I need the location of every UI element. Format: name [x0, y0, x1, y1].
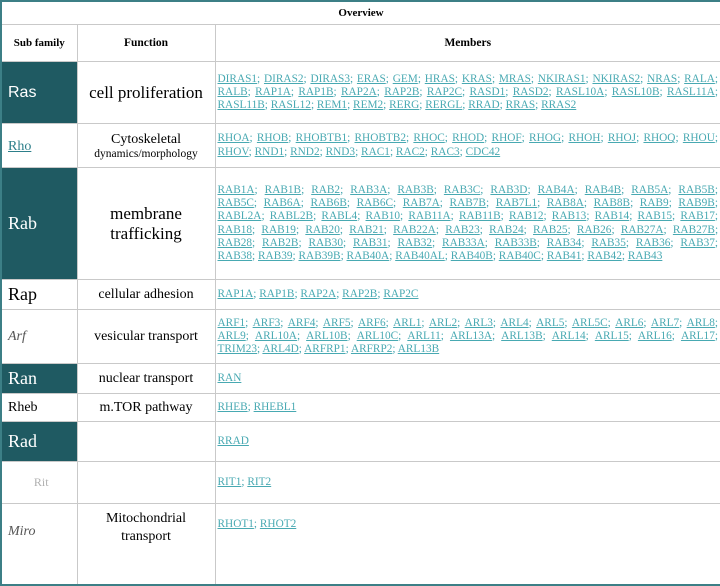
family-rap: Rap [1, 280, 77, 310]
gene-link[interactable]: ARL10C [356, 329, 399, 342]
family-ras: Ras [1, 62, 77, 124]
gene-link[interactable]: RAB33A [442, 236, 485, 249]
gene-link[interactable]: RHOU [682, 132, 715, 145]
gene-link[interactable]: RHOBTB2 [354, 132, 406, 145]
gene-link[interactable]: RASL10B [611, 85, 660, 98]
gene-link[interactable]: ARL4D [262, 343, 299, 356]
gene-link[interactable]: RHOH [568, 132, 601, 145]
gene-link[interactable]: ARL10A [254, 329, 297, 342]
gene-link[interactable]: RRAD [217, 434, 249, 447]
table-row [1, 364, 720, 394]
table-row [1, 310, 720, 364]
gene-link[interactable]: RAP1A [255, 85, 291, 98]
gene-link[interactable]: RAB1B [264, 183, 302, 196]
gene-link[interactable]: RAB30 [308, 236, 343, 249]
gene-link[interactable]: RAP2A [340, 85, 377, 98]
gene-link[interactable]: RHOT2 [259, 518, 297, 530]
gene-link[interactable]: RASL12 [270, 99, 311, 112]
gene-link[interactable]: MRAS [498, 72, 531, 85]
gene-link[interactable]: RAB11B [458, 210, 501, 223]
gene-link[interactable]: RAB12 [508, 210, 544, 223]
gene-link[interactable]: RASD1 [469, 85, 506, 98]
gene-link[interactable]: RAB22A [393, 223, 436, 236]
gene-link[interactable]: RRAS [505, 99, 536, 112]
gene-link[interactable]: RAN [217, 371, 242, 384]
gene-link[interactable]: CDC42 [465, 145, 501, 158]
table-row [1, 394, 720, 422]
subfamily-header: Sub family [1, 25, 77, 62]
gene-link[interactable]: ARL4 [500, 316, 529, 329]
family-arf: Arf [1, 310, 77, 364]
function-rap: cellular adhesion [77, 280, 215, 310]
gene-link[interactable]: RAB40B [450, 249, 493, 262]
gene-link[interactable]: RAB19 [261, 223, 296, 236]
gene-link[interactable]: RHOD [452, 132, 485, 145]
members-miro: RHOT1; RHOT2 [215, 504, 720, 586]
gene-link[interactable]: RHEBL1 [253, 400, 297, 413]
gene-link[interactable]: RERGL [425, 99, 463, 112]
gene-link[interactable]: RAB15 [637, 210, 673, 223]
gene-link[interactable]: RIT1 [217, 475, 242, 488]
gene-link[interactable]: RRAS2 [541, 99, 577, 112]
gene-link[interactable]: ARL14 [551, 329, 586, 342]
gene-link[interactable]: ARL17 [680, 329, 715, 342]
gene-link[interactable]: RAB13 [551, 210, 587, 223]
gene-link[interactable]: RAP1B [298, 85, 334, 98]
members-rap: RAP1A; RAP1B; RAP2A; RAP2B; RAP2C [215, 280, 720, 310]
function-miro: Mitochondrial transport [77, 504, 215, 586]
gene-link[interactable]: RAB25 [533, 223, 568, 236]
gene-link[interactable]: RRAD [468, 99, 500, 112]
gene-link[interactable]: RAP2A [300, 287, 337, 300]
gene-link[interactable]: ARL15 [594, 329, 629, 342]
gene-link[interactable]: RND2 [290, 145, 320, 158]
gene-link[interactable]: ARL7 [650, 316, 680, 329]
gene-link[interactable]: ARL10B [306, 329, 348, 342]
gene-link[interactable]: ARL13B [501, 329, 543, 342]
gene-link[interactable]: RAC2 [395, 145, 425, 158]
gene-link[interactable]: ARFRP2 [350, 343, 393, 356]
gene-link[interactable]: RAB9 [639, 197, 669, 210]
gene-link[interactable]: REM2 [353, 99, 384, 112]
gene-link[interactable]: RAB20 [305, 223, 340, 236]
gene-link[interactable]: RAB2B [262, 236, 299, 249]
gene-link[interactable]: RASL11B [217, 99, 265, 112]
gene-link[interactable]: RAB5A [631, 183, 669, 196]
gene-link[interactable]: KRAS [461, 72, 492, 85]
gene-link[interactable]: ERAS [356, 72, 386, 85]
gene-link[interactable]: RABL2A [217, 210, 262, 223]
function-rho: Cytoskeletal dynamics/morphology [77, 124, 215, 168]
gene-link[interactable]: RAP2C [383, 287, 419, 300]
members-arf: ARF1; ARF3; ARF4; ARF5; ARF6; ARL1; ARL2; ARL3; ARL4; ARL5; ARL5C; ARL6; ARL7; ARL8; ARL9; ARL10A; ARL10B; ARL10C; ARL11; ARL13A; ARL13B; ARL14; ARL15; ARL16; ARL17; TRIM23; ARL4D; ARFRP1; ARFRP2; ARL13B [215, 310, 720, 364]
gene-link[interactable]: ARF3 [252, 316, 281, 329]
gene-link[interactable]: RAB32 [397, 236, 433, 249]
gene-link[interactable]: RAB8B [593, 197, 631, 210]
gene-link[interactable]: RAB38 [217, 249, 253, 262]
function-ran: nuclear transport [77, 364, 215, 394]
family-rad: Rad [1, 422, 77, 462]
gene-link[interactable]: RAB1A [217, 183, 255, 196]
gene-link[interactable]: ARFRP1 [304, 343, 346, 356]
gene-link[interactable]: RAB39 [258, 249, 293, 262]
gene-link[interactable]: RHOB [256, 132, 289, 145]
gene-link[interactable]: RAP2C [426, 85, 463, 98]
function-rad [77, 422, 215, 462]
gene-link[interactable]: RABL4 [321, 210, 358, 223]
gene-link[interactable]: RAB6A [263, 197, 301, 210]
gene-link[interactable]: RAB40AL [395, 249, 445, 262]
gene-link[interactable]: RIT2 [247, 475, 272, 488]
gene-link[interactable]: RHOJ [607, 132, 637, 145]
gene-link[interactable]: RAB40A [346, 249, 390, 262]
gene-link[interactable]: RALB [217, 85, 248, 98]
gene-link[interactable]: RAB18 [217, 223, 253, 236]
gene-link[interactable]: RAP1B [259, 287, 295, 300]
gene-link[interactable]: RAB31 [352, 236, 388, 249]
gene-link[interactable]: RAB36 [635, 236, 671, 249]
function-rit [77, 462, 215, 504]
gene-link[interactable]: RAB37 [680, 236, 715, 249]
gene-link[interactable]: RAB5C [217, 197, 254, 210]
gene-link[interactable]: RAB28 [217, 236, 253, 249]
gene-link[interactable]: RHOQ [643, 132, 676, 145]
gene-link[interactable]: RAP2B [384, 85, 420, 98]
table-row [1, 422, 720, 462]
gene-link[interactable]: RAB40C [498, 249, 541, 262]
gene-link[interactable]: RAC1 [361, 145, 390, 158]
members-rab: RAB1A; RAB1B; RAB2; RAB3A; RAB3B; RAB3C; RAB3D; RAB4A; RAB4B; RAB5A; RAB5B; RAB5C; RAB6A; RAB6B; RAB6C; RAB7A; RAB7B; RAB7L1; RAB8A; RAB8B; RAB9; RAB9B; RABL2A; RABL2B; RABL4; RAB10; RAB11A; RAB11B; RAB12; RAB13; RAB14; RAB15; RAB17; RAB18; RAB19; RAB20; RAB21; RAB22A; RAB23; RAB24; RAB25; RAB26; RAB27A; RAB27B; RAB28; RAB2B; RAB30; RAB31; RAB32; RAB33A; RAB33B; RAB34; RAB35; RAB36; RAB37; RAB38; RAB39; RAB39B; RAB40A; RAB40AL; RAB40B; RAB40C; RAB41; RAB42; RAB43 [215, 168, 720, 280]
gene-link[interactable]: RAB5B [678, 183, 715, 196]
table-row [1, 462, 720, 504]
gene-link[interactable]: RAB4B [584, 183, 622, 196]
function-arf: vesicular transport [77, 310, 215, 364]
gene-link[interactable]: RHOV [217, 145, 249, 158]
gene-link[interactable]: RASL11A [666, 85, 715, 98]
gene-link[interactable]: RAB33B [494, 236, 537, 249]
gene-link[interactable]: RHEB [217, 400, 248, 413]
gene-link[interactable]: RHOG [529, 132, 562, 145]
gene-link[interactable]: RHOF [491, 132, 522, 145]
gene-link[interactable]: TRIM23 [217, 343, 258, 356]
gene-link[interactable]: RAB10 [365, 210, 401, 223]
gene-link[interactable]: NRAS [647, 72, 678, 85]
function-rheb: m.TOR pathway [77, 394, 215, 422]
gene-link[interactable]: ARF6 [358, 316, 386, 329]
members-ran [215, 364, 720, 394]
gene-link[interactable]: RAB3A [350, 183, 388, 196]
gene-link[interactable]: GEM [392, 72, 418, 85]
gene-link[interactable]: RHOBTB1 [295, 132, 348, 145]
gene-link[interactable]: RASL10A [555, 85, 605, 98]
gene-link[interactable]: RAB43 [627, 249, 663, 262]
gene-link[interactable]: RAB6B [310, 197, 347, 210]
gene-link[interactable]: RAB39B [298, 249, 341, 262]
gene-link[interactable]: RAB3B [397, 183, 434, 196]
table-row [1, 280, 720, 310]
gene-link[interactable]: NKIRAS1 [537, 72, 586, 85]
gene-link[interactable]: RAB3C [443, 183, 481, 196]
function-rab: membrane trafficking [77, 168, 215, 280]
gene-link[interactable]: ARL6 [615, 316, 644, 329]
members-rit: RIT1; RIT2 [215, 462, 720, 504]
gene-link[interactable]: RHOA [217, 132, 250, 145]
gene-link[interactable]: RAP1A [217, 287, 254, 300]
gene-link[interactable]: RAB4A [537, 183, 575, 196]
gene-link[interactable]: ARL16 [637, 329, 672, 342]
gene-link[interactable]: ARL13A [449, 329, 493, 342]
gene-link[interactable]: RHOC [413, 132, 445, 145]
gene-link[interactable]: RAB23 [445, 223, 480, 236]
function-header: Function [77, 25, 215, 62]
gene-link[interactable]: RAB35 [591, 236, 626, 249]
gene-link[interactable]: ARL2 [428, 316, 458, 329]
gene-link[interactable]: RAB8A [546, 197, 584, 210]
gene-link[interactable]: HRAS [424, 72, 455, 85]
members-ras: DIRAS1; DIRAS2; DIRAS3; ERAS; GEM; HRAS; KRAS; MRAS; NKIRAS1; NKIRAS2; NRAS; RALA; RALB; RAP1A; RAP1B; RAP2A; RAP2B; RAP2C; RASD1; RASD2; RASL10A; RASL10B; RASL11A; RASL11B; RASL12; REM1; REM2; RERG; RERGL; RRAD; RRAS; RRAS2 [215, 62, 720, 124]
gene-link[interactable]: RAB6C [356, 197, 394, 210]
gene-link[interactable]: RALA [684, 72, 715, 85]
gene-link[interactable]: RAC3 [430, 145, 460, 158]
gene-link[interactable]: ARL13B [397, 343, 440, 356]
gene-link[interactable]: RAB27B [672, 223, 715, 236]
table-row [1, 62, 720, 124]
family-rit: Rit [1, 462, 77, 504]
gene-link[interactable]: ARF1 [217, 316, 246, 329]
gene-link[interactable]: RASD2 [512, 85, 549, 98]
gene-link[interactable]: RAB21 [349, 223, 384, 236]
gene-link[interactable]: RAB3D [490, 183, 528, 196]
members-header: Members [215, 25, 720, 62]
gene-link[interactable]: NKIRAS2 [592, 72, 641, 85]
gene-link[interactable]: RHOT1 [217, 518, 254, 530]
members-rho: RHOA; RHOB; RHOBTB1; RHOBTB2; RHOC; RHOD; RHOF; RHOG; RHOH; RHOJ; RHOQ; RHOU; RHOV; RND1; RND2; RND3; RAC1; RAC2; RAC3; CDC42 [215, 124, 720, 168]
gene-link[interactable]: RAB9B [678, 197, 715, 210]
gene-link[interactable]: RAB14 [594, 210, 630, 223]
gene-link[interactable]: RAP2B [342, 287, 378, 300]
gene-link[interactable]: RAB7L1 [495, 197, 538, 210]
gene-link[interactable]: DIRAS3 [310, 72, 350, 85]
table-row [1, 504, 720, 586]
gene-link[interactable]: RND1 [254, 145, 285, 158]
gene-link[interactable]: ARL9 [217, 329, 246, 342]
gene-link[interactable]: RAB42 [587, 249, 622, 262]
gene-link[interactable]: RAB24 [489, 223, 524, 236]
gene-link[interactable]: DIRAS2 [263, 72, 304, 85]
gene-link[interactable]: ARL8 [686, 316, 715, 329]
gene-link[interactable]: RABL2B [269, 210, 314, 223]
gene-link[interactable]: ARL5 [536, 316, 565, 329]
gene-link[interactable]: RAB11A [408, 210, 451, 223]
family-miro: Miro [1, 504, 77, 586]
family-ran: Ran [1, 364, 77, 394]
gene-link[interactable]: RAB7B [449, 197, 486, 210]
table-title: Overview [1, 1, 720, 25]
gene-link[interactable]: ARL1 [393, 316, 422, 329]
table-row [1, 124, 720, 168]
members-rheb: RHEB; RHEBL1 [215, 394, 720, 422]
family-rho: Rho [1, 124, 77, 168]
family-rheb: Rheb [1, 394, 77, 422]
gene-link[interactable]: RERG [389, 99, 420, 112]
gene-link[interactable]: ARL11 [407, 329, 441, 342]
gene-link[interactable]: RND3 [325, 145, 356, 158]
gene-link[interactable]: RAB26 [576, 223, 612, 236]
gene-link[interactable]: RAB17 [680, 210, 715, 223]
family-rab: Rab [1, 168, 77, 280]
gene-link[interactable]: RAB34 [546, 236, 582, 249]
gene-link[interactable]: ARL5C [571, 316, 608, 329]
gene-link[interactable]: ARL3 [464, 316, 493, 329]
table-row [1, 168, 720, 280]
gene-link[interactable]: ARF5 [322, 316, 351, 329]
gene-link[interactable]: RAB7A [402, 197, 440, 210]
members-rad [215, 422, 720, 462]
gene-link[interactable]: RAB27A [620, 223, 664, 236]
gene-link[interactable]: ARF4 [287, 316, 316, 329]
function-ras: cell proliferation [77, 62, 215, 124]
gene-link[interactable]: RAB41 [546, 249, 582, 262]
gene-link[interactable]: RAB2 [311, 183, 341, 196]
gene-link[interactable]: REM1 [316, 99, 348, 112]
gene-link[interactable]: DIRAS1 [217, 72, 258, 85]
